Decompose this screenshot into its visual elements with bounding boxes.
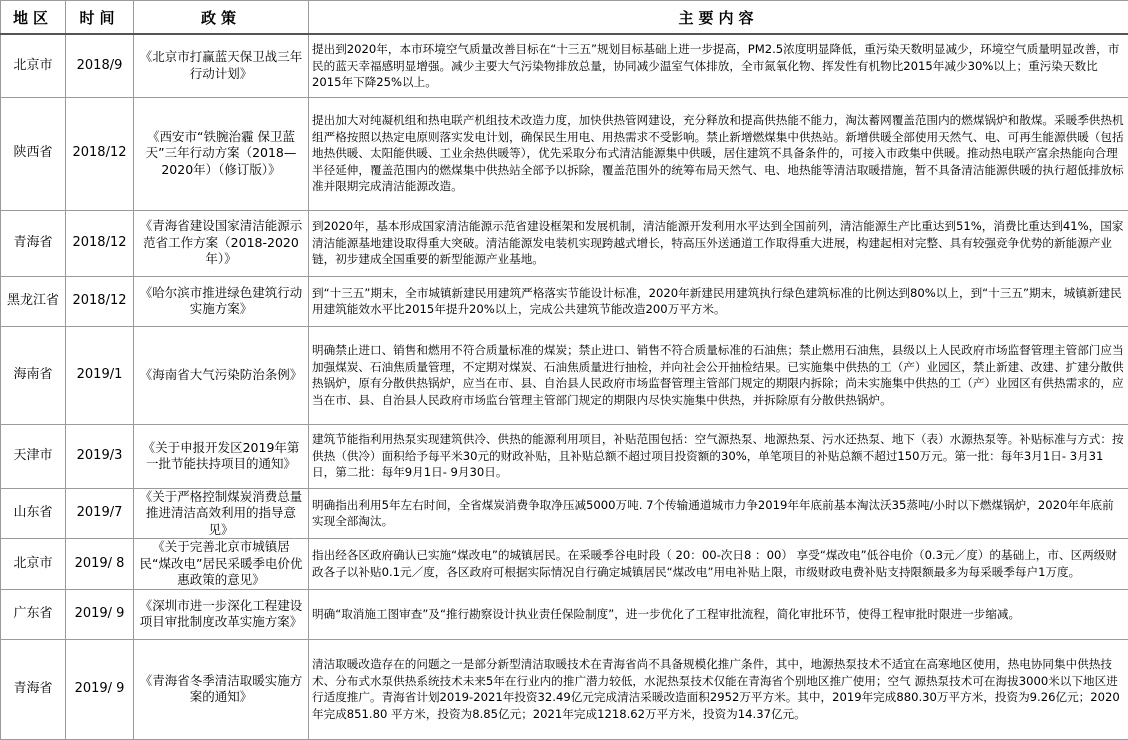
cell-time: 2019/ 8 — [66, 539, 134, 590]
table-row — [1, 276, 1128, 326]
cell-policy: 《关于完善北京市城镇居民“煤改电”居民采暖季电价优惠政策的意见》 — [134, 539, 309, 590]
cell-time: 2018/9 — [66, 34, 134, 97]
cell-region: 陕西省 — [1, 97, 66, 210]
table-row — [1, 639, 1128, 739]
cell-time: 2018/12 — [66, 276, 134, 326]
table-row — [1, 589, 1128, 639]
cell-time: 2019/ 9 — [66, 589, 134, 639]
cell-time: 2019/ 9 — [66, 639, 134, 739]
cell-region: 山东省 — [1, 488, 66, 539]
table-row — [1, 424, 1128, 488]
cell-policy: 《西安市“铁腕治霾 保卫蓝天”三年行动方案（2018—2020年）（修订版）》 — [134, 97, 309, 210]
cell-content: 建筑节能指利用热泵实现建筑供冷、供热的能源利用项目，补贴范围包括：空气源热泵、地源热泵、污水还热泵、地下（表）水源热泵等。补贴标准与方式：按供热（供冷）面积给予每平米30元的财政补贴，且补贴总额不超过项目投资额的30%，单笔项目的补贴总额不超过150万元。第一批：每年3月1日- 3月31日，第二批：每年9月1日- 9月30日。 — [309, 424, 1128, 488]
table-row — [1, 34, 1128, 97]
cell-region: 青海省 — [1, 210, 66, 276]
table-row — [1, 326, 1128, 424]
cell-policy: 《关于严格控制煤炭消费总量推进清洁高效利用的指导意见》 — [134, 488, 309, 539]
table-row — [1, 97, 1128, 210]
cell-content: 指出经各区政府确认已实施“煤改电”的城镇居民。在采暖季谷电时段（ 20：00-次日8 ：00） 享受“煤改电”低谷电价（0.3元／度）的基础上，市、区两级财政各子以补贴0.1元／度，各区政府可根据实际情况自行确定城镇居民“煤改电”用电补贴上限，市级财政电费补贴支持限额最多为每采暖季每户1万度。 — [309, 539, 1128, 590]
cell-content: 清洁取暖改造存在的问题之一是部分新型清洁取暖技术在青海省尚不具备规模化推广条件，其中，地源热泵技术不适宜在高寒地区使用，热电协同集中供热技术、分布式水泵供热系统技术未来5年在行业内的推广潜力较低，水泥热泵技术仅能在青海省个别地区推广使用；空气 源热泵技术可在海拔3000米以下地区进行适度推广。青海省计划2019-2021年投资32.49亿元完成清洁采暖改造面积2952万平方米。其中，2019年完成880.30万平方米，投资为9.26亿元；2020年完成851.80 平方米，投资为8.85亿元；2021年完成1218.62万平方米，投资为14.37亿元。 — [309, 639, 1128, 739]
cell-policy: 《青海省冬季清洁取暖实施方案的通知》 — [134, 639, 309, 739]
header-region: 地区 — [1, 1, 66, 35]
cell-content: 明确“取消施工图审查”及“推行勘察设计执业责任保险制度”，进一步优化了工程审批流程，简化审批环节，使得工程审批时限进一步缩减。 — [309, 589, 1128, 639]
cell-region: 广东省 — [1, 589, 66, 639]
table-row — [1, 488, 1128, 539]
cell-time: 2019/7 — [66, 488, 134, 539]
cell-time: 2019/3 — [66, 424, 134, 488]
cell-region: 海南省 — [1, 326, 66, 424]
cell-policy: 《哈尔滨市推进绿色建筑行动实施方案》 — [134, 276, 309, 326]
header-policy: 政策 — [134, 1, 309, 35]
cell-content: 提出到2020年，本市环境空气质量改善目标在“十三五”规划目标基础上进一步提高，PM2.5浓度明显降低，重污染天数明显减少，环境空气质量明显改善，市民的蓝天幸福感明显增强。减少主要大气污染物排放总量，协同减少温室气体排放，全市氮氧化物、挥发性有机物比2015年减少30%以上；重污染天数比2015年下降25%以上。 — [309, 34, 1128, 97]
cell-content: 明确禁止进口、销售和燃用不符合质量标准的煤炭；禁止进口、销售不符合质量标准的石油焦；禁止燃用石油焦，县级以上人民政府市场监督管理主管部门应当加强煤炭、石油焦质量管理，不定期对煤炭、石油焦质量进行抽检，并向社会公开抽检结果。已实施集中供热的工（产）业园区，禁止新建、改建、扩建分散供热锅炉，原有分散供热锅炉，应当在市、县、自治县人民政府市场监督管理主管部门规定的期限内拆除；尚未实施集中供热的工（产）业园区有供热需求的，应当在市、县、自治县人民政府市场监台管理主管部门规定的期限内尽快实施集中供热，并拆除原有分散供热锅炉。 — [309, 326, 1128, 424]
cell-policy: 《北京市打赢蓝天保卫战三年行动计划》 — [134, 34, 309, 97]
cell-region: 黑龙江省 — [1, 276, 66, 326]
cell-time: 2018/12 — [66, 210, 134, 276]
cell-content: 到“十三五”期末，全市城镇新建民用建筑严格落实节能设计标准，2020年新建民用建筑执行绿色建筑标准的比例达到80%以上，到“十三五”期末，城镇新建民用建筑能效水平比2015年提升20%以上，完成公共建筑节能改造200万平方米。 — [309, 276, 1128, 326]
cell-policy: 《海南省大气污染防治条例》 — [134, 326, 309, 424]
header-row — [1, 1, 1128, 35]
cell-region: 北京市 — [1, 34, 66, 97]
cell-content: 到2020年，基本形成国家清洁能源示范省建设框架和发展机制，清洁能源开发利用水平达到全国前列，清洁能源生产比重达到51%，消费比重达到41%，国家清洁能源基地建设取得重大突破。清洁能源发电装机实现跨越式增长，特高压外送通道工作取得重大进展，构建起相对完整、具有较强竞争优势的新能源产业链，初步建成全国重要的新型能源产业基地。 — [309, 210, 1128, 276]
cell-time: 2018/12 — [66, 97, 134, 210]
header-time: 时间 — [66, 1, 134, 35]
header-content: 主要内容 — [309, 1, 1128, 35]
cell-region: 青海省 — [1, 639, 66, 739]
table-row — [1, 210, 1128, 276]
cell-time: 2019/1 — [66, 326, 134, 424]
cell-policy: 《青海省建设国家清洁能源示范省工作方案（2018-2020年）》 — [134, 210, 309, 276]
cell-content: 提出加大对纯凝机组和热电联产机组技术改造力度，加快供热管网建设，充分释放和提高供热能不能力，淘汰蓄网覆盖范围内的燃煤锅炉和散煤。采暖季供热机组严格按照以热定电原则落实发电计划，确保民生用电、用热需求不受影响。禁止新增燃煤集中供热站。新增供暖全部使用天然气、电、可再生能源供暖（包括地热供暖、太阳能供暖、工业余热供暖等），优先采取分布式清洁能源集中供暖，居住建筑不具备条件的，可接入市政集中供暖。推动热电联产富余热能向合理半径延伸，覆盖范围内的燃煤集中供热站全部予以拆除，覆盖范围外的统筹布局天然气、电、地热能等清洁取暖措施，暂不具备清洁能源供暖的执行超低排放标准并限期完成清洁能源改造。 — [309, 97, 1128, 210]
cell-region: 北京市 — [1, 539, 66, 590]
cell-policy: 《关于申报开发区2019年第一批节能扶持项目的通知》 — [134, 424, 309, 488]
table-row — [1, 539, 1128, 590]
cell-region: 天津市 — [1, 424, 66, 488]
cell-policy: 《深圳市进一步深化工程建设项目审批制度改革实施方案》 — [134, 589, 309, 639]
cell-content: 明确指出利用5年左右时间，全省煤炭消费争取净压减5000万吨. 7个传输通道城市力争2019年年底前基本淘汰沃35蒸吨/小时以下燃煤锅炉，2020年年底前实现全部淘汰。 — [309, 488, 1128, 539]
